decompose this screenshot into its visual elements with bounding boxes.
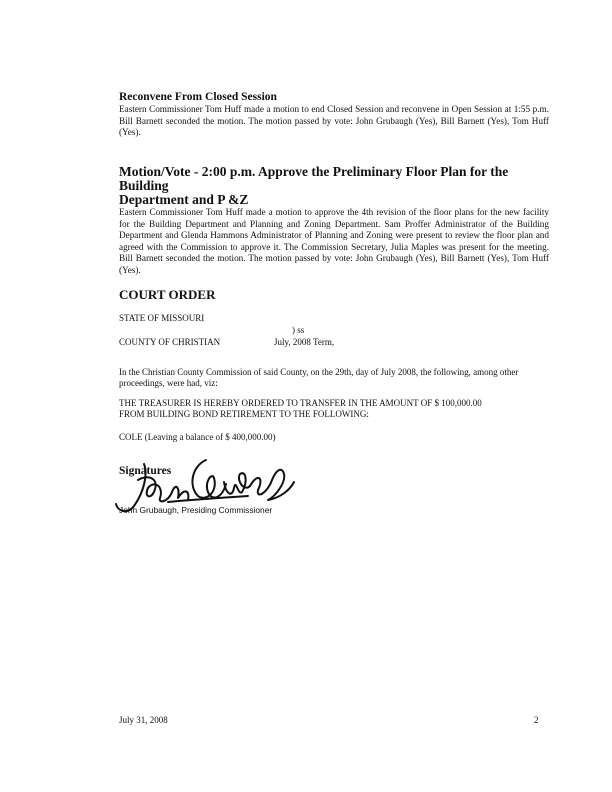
footer-page-number: 2 — [534, 715, 539, 725]
section-heading: Reconvene From Closed Session — [119, 91, 277, 103]
footer-date: July 31, 2008 — [119, 715, 168, 725]
signatures-label: Signatures — [119, 465, 172, 477]
term-line: July, 2008 Term, — [274, 337, 335, 347]
section-heading-line1: Motion/Vote - 2:00 p.m. Approve the Preliminary Floor Plan for the Building — [119, 164, 509, 193]
section-body: Eastern Commissioner Tom Huff made a motion to end Closed Session and reconvene in Open Session at 1:55 p.m. Bill Barnett seconded the motion. The motion passed by vote: John Grubaugh (Yes), Bill Barnett (Yes), Tom Huff (Yes). — [119, 104, 549, 138]
county-line: COUNTY OF CHRISTIAN — [119, 337, 221, 347]
section-floor-plan — [119, 165, 549, 277]
court-order-intro: In the Christian County Commission of said County, on the 29th, day of July 2008, the following, among other proceedings, were had, viz: — [119, 367, 519, 388]
transfer-line-2: FROM BUILDING BOND RETIREMENT TO THE FOLLOWING: — [119, 409, 369, 419]
transfer-line-1: THE TREASURER IS HEREBY ORDERED TO TRANSFER IN THE AMOUNT OF $ 100,000.00 — [119, 398, 482, 408]
court-order-heading: COURT ORDER — [119, 287, 216, 302]
state-line: STATE OF MISSOURI — [119, 313, 205, 323]
signatory-name: John Grubaugh, Presiding Commissioner — [119, 505, 273, 515]
section-body: Eastern Commissioner Tom Huff made a motion to approve the 4th revision of the floor plans for the new facility for the Building Department and Planning and Zoning Department. Sam Proffer Administrator of the Building Department and Glenda Hammons Administrator of Planning and Zoning were present to review the floor plan and agreed with the Commission to approve it. The Commission Secretary, Julia Maples was present for the meeting. Bill Barnett seconded the motion. The motion passed by vote: John Grubaugh (Yes), Bill Barnett (Yes), Tom Huff (Yes). — [119, 207, 549, 275]
section-heading-line2: Department and P &Z — [119, 192, 249, 207]
ss-marker: ) ss — [292, 325, 305, 335]
section-reconvene — [119, 91, 549, 139]
cole-line: COLE (Leaving a balance of $ 400,000.00) — [119, 432, 276, 442]
